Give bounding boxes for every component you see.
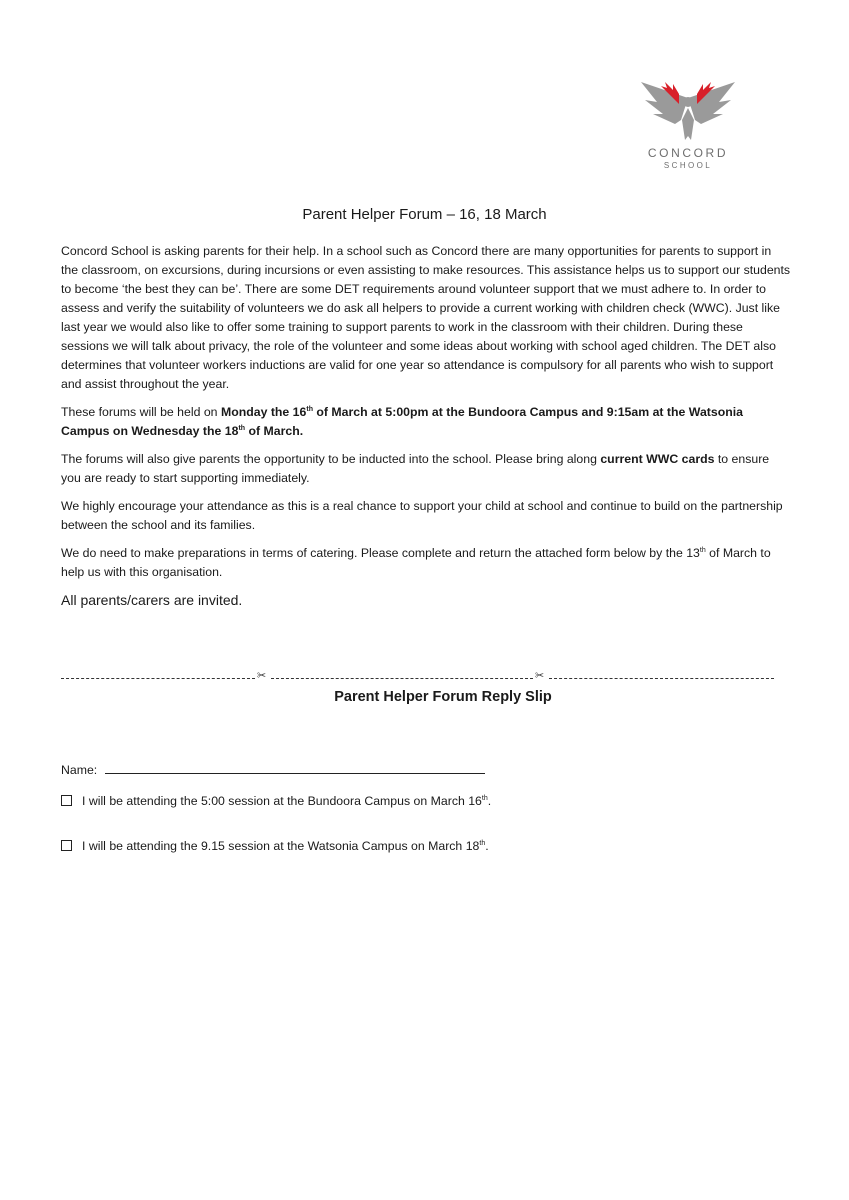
scissors-icon: ✂ bbox=[257, 670, 267, 682]
name-field bbox=[61, 761, 485, 777]
option-watsonia: I will be attending the 9.15 session at the Watsonia Campus on March 18th. bbox=[61, 839, 489, 853]
page-title: Parent Helper Forum – 16, 18 March bbox=[302, 206, 547, 223]
option-watsonia-label: I will be attending the 9.15 session at the Watsonia Campus on March 18 bbox=[82, 839, 480, 853]
logo-school-subtitle: SCHOOL bbox=[663, 161, 713, 170]
letter-body bbox=[61, 242, 791, 619]
checkbox-bundoora[interactable] bbox=[61, 795, 72, 806]
option-bundoora-label: I will be attending the 5:00 session at the Bundoora Campus on March 16 bbox=[82, 794, 482, 808]
logo-school-name: CONCORD bbox=[647, 146, 729, 160]
forum-dates-paragraph: These forums will be held on Monday the 16th of March at 5:00pm at the Bundoora Campus and 9:15am at the Watsonia Campus on Wednesday the 18th of March. bbox=[61, 405, 743, 438]
catering-paragraph: We do need to make preparations in terms of catering. Please complete and return the attached form below by the 13th of March to help us with this organisation. bbox=[61, 546, 771, 579]
cut-line-divider bbox=[61, 671, 774, 685]
eagle-emblem-icon bbox=[639, 80, 737, 142]
scissors-icon: ✂ bbox=[535, 670, 545, 682]
encouragement-paragraph: We highly encourage your attendance as this is a real chance to support your child at school and continue to build on the partnership between the school and its families. bbox=[61, 499, 783, 532]
name-label: Name: bbox=[61, 763, 98, 777]
option-bundoora: I will be attending the 5:00 session at the Bundoora Campus on March 16th. bbox=[61, 794, 491, 808]
name-input-line[interactable] bbox=[105, 761, 485, 774]
reply-slip-title: Parent Helper Forum Reply Slip bbox=[334, 689, 552, 705]
date-details: Monday the 16th of March at 5:00pm at the Bundoora Campus and 9:15am at the Watsonia Campus on Wednesday the 18th of March. bbox=[61, 405, 743, 438]
wwc-cards-emphasis: current WWC cards bbox=[600, 452, 715, 466]
intro-paragraph: Concord School is asking parents for their help. In a school such as Concord there are many opportunities for parents to support in the classroom, on excursions, during incursions or even assisting to make resources. This assistance helps us to support our students to become ‘the best they can be’. There are some DET requirements around volunteer support that we must adhere to. In order to assess and verify the suitability of volunteers we do ask all helpers to provide a current working with children check (WWC). Just like last year we would also like to offer some training to support parents to work in the classroom with their children. During these sessions we will talk about privacy, the role of the volunteer and some ideas about working with school aged children. The DET also determines that volunteer workers inductions are valid for one year so attendance is compulsory for all parents who wish to support and assist throughout the year. bbox=[61, 244, 791, 391]
checkbox-watsonia[interactable] bbox=[61, 840, 72, 851]
induction-paragraph: The forums will also give parents the opportunity to be inducted into the school. Please bring along current WWC cards to ensure you are ready to start supporting immediately. bbox=[61, 452, 770, 485]
school-logo bbox=[636, 80, 740, 170]
invitation-line: All parents/carers are invited. bbox=[61, 592, 243, 608]
